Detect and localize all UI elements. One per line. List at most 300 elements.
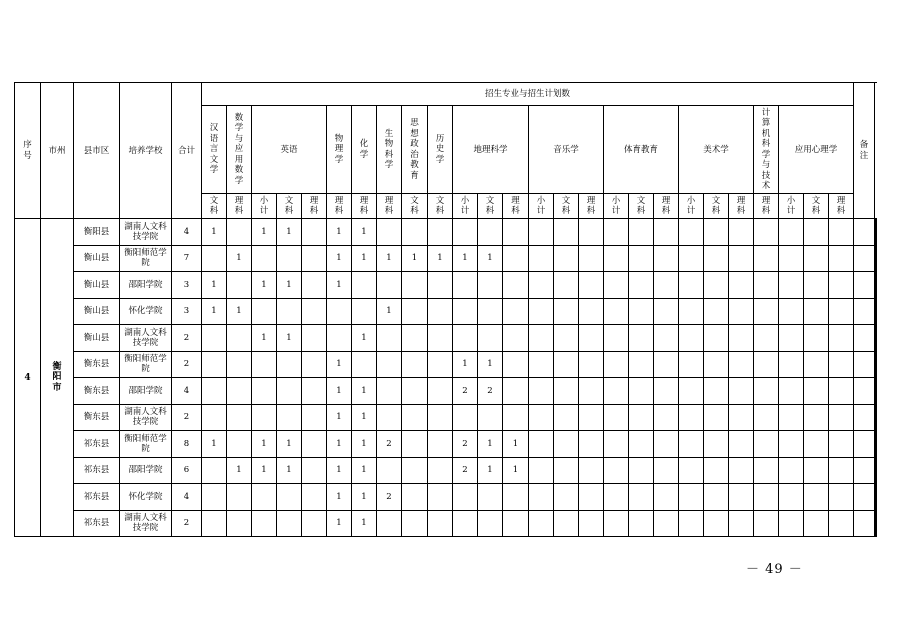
value-cell [478, 325, 503, 352]
value-cell [478, 298, 503, 325]
value-cell [453, 431, 478, 458]
value-cell-text: 1 [336, 412, 342, 423]
value-cell-text: 1 [487, 253, 493, 264]
county-cell [74, 404, 120, 431]
remark-cell [876, 484, 877, 511]
value-cell [227, 431, 252, 458]
value-cell [604, 378, 629, 405]
county-cell-text: 祁东县 [83, 518, 110, 529]
value-cell [579, 219, 604, 246]
county-cell [74, 510, 120, 537]
value-cell [529, 351, 554, 378]
school-cell-text: 怀化学院 [128, 306, 163, 317]
value-cell [252, 484, 277, 511]
value-cell [754, 378, 779, 405]
value-cell [302, 298, 327, 325]
value-cell [754, 404, 779, 431]
value-cell [453, 404, 478, 431]
major-header-text: 应用心理学 [794, 144, 838, 155]
subheader-text: 文科 [711, 195, 721, 216]
value-cell [729, 404, 754, 431]
value-cell [503, 457, 529, 484]
value-cell [854, 272, 875, 299]
subheader [829, 194, 854, 219]
value-cell [779, 404, 804, 431]
value-cell [277, 404, 302, 431]
subheader-text: 文科 [636, 195, 646, 216]
value-cell-text: 2 [487, 385, 493, 396]
value-cell [629, 351, 654, 378]
value-cell [377, 272, 402, 299]
value-cell-text: 1 [411, 253, 418, 264]
value-cell [529, 484, 554, 511]
value-cell [854, 219, 875, 246]
remark-cell [876, 245, 877, 272]
value-cell [202, 404, 227, 431]
total-cell-text: 3 [183, 306, 190, 317]
value-cell-text: 1 [487, 465, 493, 476]
value-cell [252, 378, 277, 405]
value-cell [529, 272, 554, 299]
major-header-text: 思想政治教育 [410, 118, 419, 181]
major-header [327, 106, 352, 194]
value-cell [478, 484, 503, 511]
value-cell-text: 1 [336, 465, 342, 476]
value-cell [654, 378, 679, 405]
value-cell [829, 272, 854, 299]
value-cell [352, 245, 377, 272]
value-cell [779, 298, 804, 325]
value-cell [729, 245, 754, 272]
county-cell [74, 298, 120, 325]
value-cell [629, 431, 654, 458]
value-cell [579, 457, 604, 484]
value-cell [402, 457, 428, 484]
value-cell [604, 510, 629, 537]
value-cell [302, 457, 327, 484]
value-cell [779, 245, 804, 272]
total-cell-text: 2 [183, 518, 190, 529]
value-cell [654, 510, 679, 537]
subheader-text: 文科 [209, 195, 219, 216]
value-cell [579, 245, 604, 272]
value-cell [252, 510, 277, 537]
value-cell [277, 378, 302, 405]
header-group [202, 83, 854, 106]
value-cell [629, 484, 654, 511]
total-cell-text: 3 [183, 279, 190, 290]
value-cell [804, 245, 829, 272]
subheader [503, 194, 529, 219]
remark-cell [876, 298, 877, 325]
major-header-text: 汉语言文学 [209, 123, 219, 176]
value-cell [453, 457, 478, 484]
value-cell [854, 245, 875, 272]
seq-cell [15, 219, 41, 537]
total-cell [172, 219, 202, 246]
county-cell [74, 431, 120, 458]
header-group-text: 招生专业与招生计划数 [484, 89, 570, 99]
value-cell-text: 1 [512, 438, 519, 449]
subheader-text: 小计 [611, 195, 621, 216]
value-cell-text: 1 [286, 332, 292, 343]
value-cell [754, 219, 779, 246]
value-cell [804, 431, 829, 458]
value-cell [428, 431, 453, 458]
subheader-text: 文科 [811, 195, 821, 216]
value-cell [804, 510, 829, 537]
value-cell-text: 1 [261, 465, 267, 476]
value-cell [579, 325, 604, 352]
header-city [41, 83, 74, 219]
table-row [15, 272, 877, 299]
value-cell [729, 484, 754, 511]
value-cell [729, 457, 754, 484]
value-cell [704, 510, 729, 537]
value-cell [252, 272, 277, 299]
value-cell-text: 2 [386, 491, 392, 502]
value-cell [503, 351, 529, 378]
table-row [15, 378, 877, 405]
value-cell [829, 510, 854, 537]
value-cell [302, 272, 327, 299]
value-cell-text: 1 [361, 226, 367, 237]
value-cell [252, 351, 277, 378]
value-cell [227, 298, 252, 325]
value-cell [327, 510, 352, 537]
header-county [74, 83, 120, 219]
value-cell [402, 484, 428, 511]
value-cell [554, 272, 579, 299]
county-cell-text: 衡东县 [83, 359, 110, 370]
value-cell [704, 484, 729, 511]
value-cell-text: 1 [361, 465, 367, 476]
value-cell [478, 272, 503, 299]
county-cell-text: 衡阳县 [83, 226, 110, 237]
value-cell [729, 431, 754, 458]
value-cell [428, 510, 453, 537]
subheader [629, 194, 654, 219]
school-cell [120, 378, 172, 405]
value-cell [277, 457, 302, 484]
value-cell [754, 510, 779, 537]
subheader [604, 194, 629, 219]
value-cell [579, 378, 604, 405]
value-cell [679, 404, 704, 431]
value-cell [453, 510, 478, 537]
school-cell-text: 衡阳师范学院 [124, 248, 167, 269]
remark-cell [876, 431, 877, 458]
subheader [302, 194, 327, 219]
total-cell-text: 6 [183, 465, 190, 476]
value-cell-text: 1 [336, 359, 342, 370]
value-cell [629, 245, 654, 272]
table-row [15, 404, 877, 431]
subheader [754, 194, 779, 219]
total-cell [172, 510, 202, 537]
value-cell [402, 378, 428, 405]
value-cell [779, 484, 804, 511]
value-cell [654, 484, 679, 511]
value-cell [529, 510, 554, 537]
subheader-text: 文科 [284, 195, 294, 216]
subheader [428, 194, 453, 219]
value-cell [352, 378, 377, 405]
value-cell-text: 2 [462, 385, 468, 396]
value-cell-text: 1 [336, 226, 342, 237]
value-cell-text: 1 [361, 385, 367, 396]
value-cell [629, 272, 654, 299]
value-cell [854, 378, 875, 405]
total-cell-text: 4 [183, 385, 190, 396]
value-cell [829, 457, 854, 484]
value-cell [227, 219, 252, 246]
school-cell-text: 衡阳师范学院 [124, 354, 167, 375]
value-cell-text: 1 [211, 279, 217, 290]
value-cell [202, 325, 227, 352]
value-cell [428, 219, 453, 246]
value-cell [402, 510, 428, 537]
value-cell [277, 219, 302, 246]
value-cell [352, 404, 377, 431]
value-cell [754, 457, 779, 484]
value-cell-text: 1 [336, 385, 342, 396]
value-cell [327, 219, 352, 246]
major-header-text: 地理科学 [473, 144, 508, 155]
value-cell [428, 484, 453, 511]
value-cell [554, 431, 579, 458]
value-cell [654, 325, 679, 352]
major-header [604, 106, 679, 194]
value-cell [277, 298, 302, 325]
value-cell-text: 1 [386, 253, 392, 264]
value-cell [554, 457, 579, 484]
total-cell-text: 2 [183, 412, 190, 423]
value-cell [554, 298, 579, 325]
value-cell [579, 404, 604, 431]
value-cell [829, 298, 854, 325]
value-cell [277, 325, 302, 352]
value-cell [554, 378, 579, 405]
value-cell [352, 457, 377, 484]
value-cell-text: 1 [211, 438, 217, 449]
value-cell [202, 351, 227, 378]
value-cell [352, 431, 377, 458]
value-cell [679, 298, 704, 325]
header-remark-text: 备注 [859, 140, 869, 161]
value-cell [804, 298, 829, 325]
value-cell [202, 457, 227, 484]
value-cell [729, 378, 754, 405]
value-cell [428, 378, 453, 405]
enrollment-plan-table [14, 82, 877, 537]
subheader-text: 理科 [736, 195, 746, 216]
value-cell [302, 484, 327, 511]
major-header-text: 体育教育 [623, 144, 658, 155]
county-cell-text: 祁东县 [83, 438, 110, 449]
table-row [15, 298, 877, 325]
subheader [779, 194, 804, 219]
value-cell [804, 325, 829, 352]
value-cell [302, 404, 327, 431]
value-cell [529, 298, 554, 325]
school-cell [120, 298, 172, 325]
major-header-text: 音乐学 [553, 144, 579, 155]
value-cell [629, 219, 654, 246]
value-cell-text: 1 [512, 465, 519, 476]
value-cell [554, 510, 579, 537]
value-cell [503, 298, 529, 325]
value-cell [779, 272, 804, 299]
value-cell [854, 404, 875, 431]
value-cell [704, 245, 729, 272]
value-cell [829, 351, 854, 378]
subheader-text: 理科 [511, 195, 520, 216]
value-cell [629, 404, 654, 431]
table-row [15, 484, 877, 511]
value-cell [854, 484, 875, 511]
value-cell [754, 431, 779, 458]
value-cell [529, 404, 554, 431]
value-cell [829, 245, 854, 272]
value-cell [202, 272, 227, 299]
value-cell-text: 1 [487, 359, 493, 370]
value-cell [478, 404, 503, 431]
value-cell [478, 245, 503, 272]
subheader [679, 194, 704, 219]
value-cell [453, 325, 478, 352]
value-cell [202, 431, 227, 458]
value-cell [428, 325, 453, 352]
value-cell [779, 510, 804, 537]
value-cell [554, 404, 579, 431]
table-row [15, 351, 877, 378]
value-cell [829, 484, 854, 511]
value-cell [252, 298, 277, 325]
subheader-text: 小计 [536, 195, 546, 216]
school-cell [120, 431, 172, 458]
value-cell [779, 219, 804, 246]
total-cell-text: 4 [183, 226, 190, 237]
value-cell [829, 378, 854, 405]
value-cell [227, 325, 252, 352]
value-cell [302, 219, 327, 246]
value-cell [327, 404, 352, 431]
subheader [202, 194, 227, 219]
subheader-text: 理科 [309, 195, 319, 216]
value-cell-text: 2 [462, 465, 468, 476]
value-cell [327, 378, 352, 405]
subheader-text: 小计 [786, 195, 796, 216]
value-cell [453, 219, 478, 246]
table-row [15, 325, 877, 352]
subheader-text: 理科 [334, 195, 344, 216]
table-row [15, 431, 877, 458]
value-cell [604, 272, 629, 299]
subheader-text: 文科 [561, 195, 571, 216]
subheader [402, 194, 428, 219]
page-number: － 49 － [746, 562, 803, 577]
subheader [804, 194, 829, 219]
total-cell-text: 2 [183, 332, 190, 343]
header-school-text: 培养学校 [128, 145, 163, 156]
county-cell-text: 衡山县 [83, 306, 110, 317]
value-cell [854, 431, 875, 458]
value-cell [377, 351, 402, 378]
value-cell [604, 431, 629, 458]
subheader-text: 理科 [234, 195, 244, 216]
value-cell [654, 431, 679, 458]
value-cell [654, 245, 679, 272]
total-cell [172, 351, 202, 378]
value-cell [402, 404, 428, 431]
value-cell [804, 378, 829, 405]
major-header [754, 106, 779, 194]
major-header-text: 数学与应用数学 [234, 112, 244, 186]
value-cell [579, 351, 604, 378]
value-cell [277, 431, 302, 458]
header-row-1 [15, 83, 877, 106]
value-cell [227, 245, 252, 272]
value-cell-text: 1 [211, 306, 217, 317]
value-cell [704, 457, 729, 484]
value-cell [377, 219, 402, 246]
subheader [227, 194, 252, 219]
value-cell [804, 457, 829, 484]
value-cell [679, 351, 704, 378]
remark-cell [876, 457, 877, 484]
major-header-text: 历史学 [435, 133, 445, 165]
value-cell-text: 2 [386, 438, 392, 449]
subheader-text: 理科 [836, 195, 846, 216]
subheader-text: 文科 [435, 195, 445, 216]
seq-cell-text: 4 [24, 372, 31, 383]
value-cell-text: 1 [462, 253, 468, 264]
value-cell [779, 351, 804, 378]
value-cell [629, 457, 654, 484]
county-cell [74, 484, 120, 511]
value-cell [252, 431, 277, 458]
value-cell [579, 298, 604, 325]
remark-cell [876, 325, 877, 352]
value-cell [377, 325, 402, 352]
county-cell [74, 457, 120, 484]
value-cell [252, 404, 277, 431]
value-cell [402, 325, 428, 352]
value-cell [252, 219, 277, 246]
major-header-text: 生物科学 [384, 128, 394, 170]
value-cell-text: 1 [261, 279, 267, 290]
value-cell [579, 484, 604, 511]
major-header-text: 计算机科学与技术 [761, 107, 771, 191]
subheader-text: 文科 [485, 195, 495, 216]
value-cell-text: 1 [336, 253, 342, 264]
value-cell [352, 510, 377, 537]
major-header-text: 物理学 [334, 133, 344, 165]
remark-cell [876, 510, 877, 537]
table-row [15, 219, 877, 246]
total-cell [172, 245, 202, 272]
value-cell [729, 351, 754, 378]
value-cell [529, 245, 554, 272]
total-cell [172, 378, 202, 405]
table-row [15, 457, 877, 484]
value-cell-text: 1 [336, 491, 342, 502]
subheader-text: 理科 [586, 195, 596, 216]
value-cell [377, 510, 402, 537]
value-cell [227, 272, 252, 299]
header-seq [15, 83, 41, 219]
